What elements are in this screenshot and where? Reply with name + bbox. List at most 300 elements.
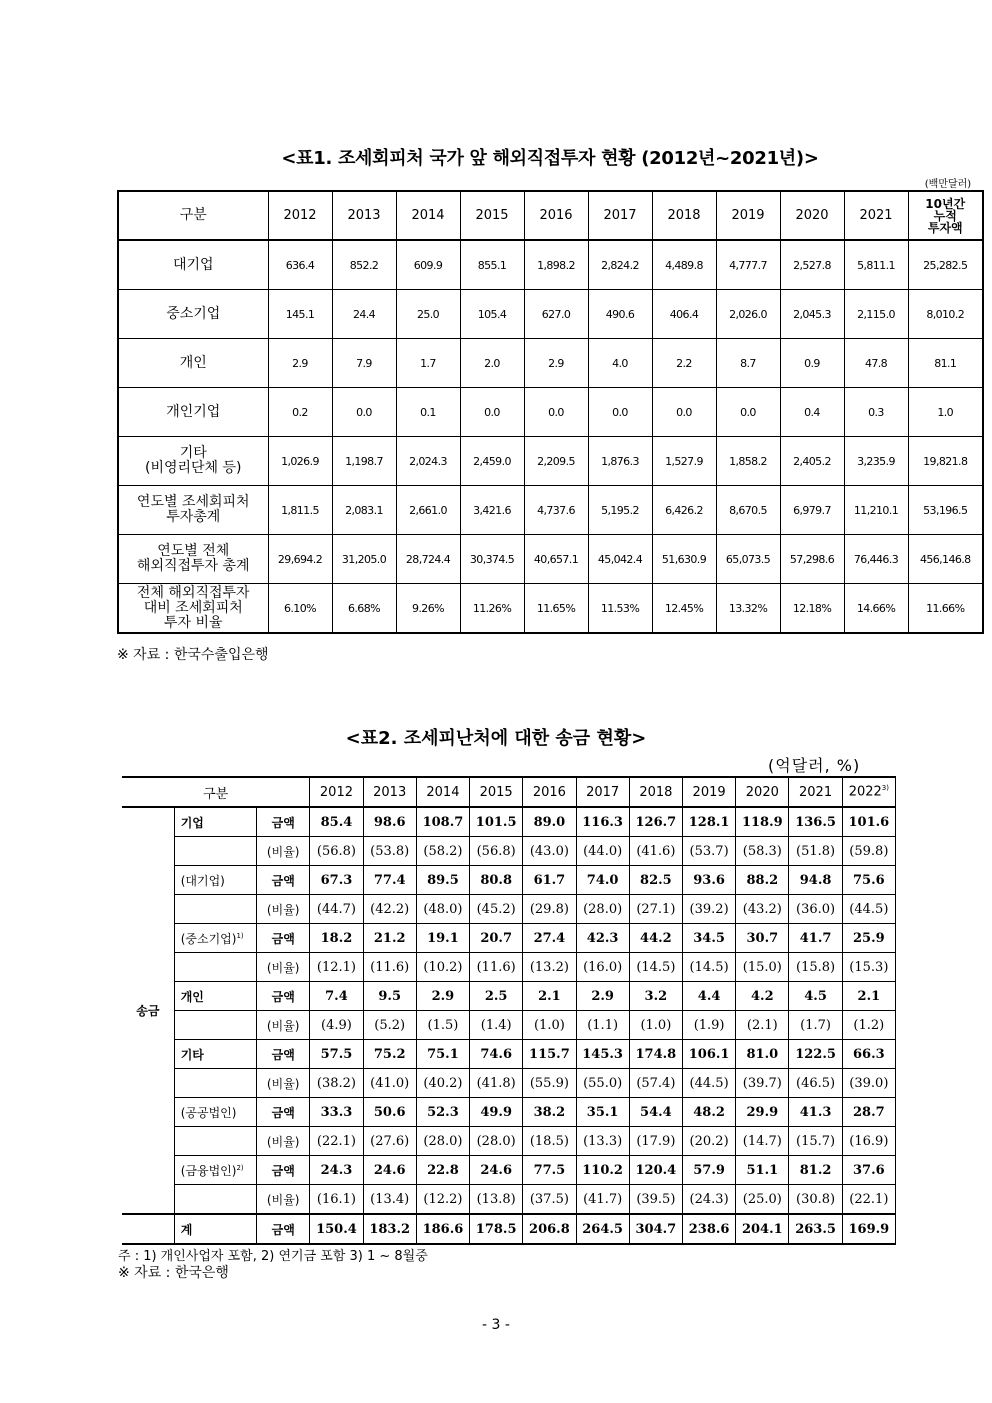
amount-cell: 4.4 [682, 982, 735, 1011]
table1-title: <표1. 조세회피처 국가 앞 해외직접투자 현황 (2012년~2021년)> [281, 148, 819, 169]
amount-cell: 94.8 [789, 866, 842, 895]
ratio-row [122, 895, 896, 924]
total-cell: 263.5 [789, 1214, 842, 1244]
ratio-cell: (44.5) [682, 1069, 735, 1098]
table-row [118, 388, 983, 437]
total-cell: 204.1 [736, 1214, 789, 1244]
amount-cell: 75.6 [842, 866, 895, 895]
ratio-cell: (11.6) [363, 953, 416, 982]
amount-cell: 75.2 [363, 1040, 416, 1069]
amount-cell: 3.2 [629, 982, 682, 1011]
ratio-cell: (55.0) [576, 1069, 629, 1098]
ratio-cell: (53.7) [682, 837, 735, 866]
table-cell: 609.9 [396, 240, 460, 290]
table-cell: 2.0 [460, 339, 524, 388]
amount-cell: 2.5 [470, 982, 523, 1011]
ratio-row [122, 953, 896, 982]
blank-cell [174, 1185, 256, 1215]
table-cell: 9.26% [396, 584, 460, 634]
table-cell: 0.0 [652, 388, 716, 437]
table-cell: 25,282.5 [908, 240, 983, 290]
ratio-cell: (13.8) [470, 1185, 523, 1215]
table-cell: 3,235.9 [844, 437, 908, 486]
table-cell: 1.0 [908, 388, 983, 437]
header-year: 2014 [416, 777, 469, 807]
table-cell: 2.9 [524, 339, 588, 388]
table-cell: 13.32% [716, 584, 780, 634]
ratio-cell: (12.1) [310, 953, 363, 982]
blank-cell [174, 1011, 256, 1040]
ratio-cell: (37.5) [523, 1185, 576, 1215]
amount-cell: 145.3 [576, 1040, 629, 1069]
ratio-cell: (27.6) [363, 1127, 416, 1156]
amount-cell: 2.1 [523, 982, 576, 1011]
ratio-cell: (20.2) [682, 1127, 735, 1156]
ratio-row [122, 1011, 896, 1040]
amount-cell: 30.7 [736, 924, 789, 953]
amount-cell: 120.4 [629, 1156, 682, 1185]
category-label: (금융법인)$^{2)}$ [174, 1156, 256, 1185]
amount-label: 금액 [257, 1214, 310, 1244]
amount-cell: 28.7 [842, 1098, 895, 1127]
table2-note: 주 : 1) 개인사업자 포함, 2) 연기금 포함 3) 1 ~ 8월중 [118, 1249, 428, 1264]
ratio-cell: (56.8) [310, 837, 363, 866]
ratio-cell: (1.1) [576, 1011, 629, 1040]
header-year: 2013 [363, 777, 416, 807]
amount-cell: 29.9 [736, 1098, 789, 1127]
amount-cell: 77.5 [523, 1156, 576, 1185]
total-cell: 169.9 [842, 1214, 895, 1244]
table-cell: 28,724.4 [396, 535, 460, 584]
table-cell: 4,777.7 [716, 240, 780, 290]
header-year: 2014 [396, 191, 460, 240]
amount-cell: 35.1 [576, 1098, 629, 1127]
table-cell: 2,824.2 [588, 240, 652, 290]
amount-cell: 38.2 [523, 1098, 576, 1127]
table1-source: ※ 자료 : 한국수출입은행 [117, 647, 269, 663]
header-year: 2018 [652, 191, 716, 240]
amount-cell: 52.3 [416, 1098, 469, 1127]
total-row [122, 1214, 896, 1244]
table-cell: 855.1 [460, 240, 524, 290]
amount-cell: 25.9 [842, 924, 895, 953]
ratio-cell: (48.0) [416, 895, 469, 924]
table-cell: 31,205.0 [332, 535, 396, 584]
ratio-cell: (22.1) [310, 1127, 363, 1156]
ratio-cell: (13.3) [576, 1127, 629, 1156]
amount-label: 금액 [257, 866, 310, 895]
table-cell: 0.0 [460, 388, 524, 437]
table-row [118, 437, 983, 486]
ratio-cell: (1.5) [416, 1011, 469, 1040]
total-cell: 183.2 [363, 1214, 416, 1244]
header-year: 2022$^{3)}$ [842, 777, 895, 807]
amount-cell: 57.9 [682, 1156, 735, 1185]
ratio-cell: (41.7) [576, 1185, 629, 1215]
header-footnote: 3) [881, 784, 889, 793]
table-cell: 0.3 [844, 388, 908, 437]
header-year: 2019 [716, 191, 780, 240]
table-cell: 1,898.2 [524, 240, 588, 290]
amount-row [122, 1156, 896, 1185]
amount-cell: 50.6 [363, 1098, 416, 1127]
ratio-cell: (59.8) [842, 837, 895, 866]
table2-title: <표2. 조세피난처에 대한 송금 현황> [345, 728, 647, 749]
header-year: 2021 [844, 191, 908, 240]
ratio-cell: (16.0) [576, 953, 629, 982]
ratio-cell: (13.2) [523, 953, 576, 982]
category-footnote: 2) [236, 1163, 244, 1172]
amount-cell: 101.6 [842, 807, 895, 837]
ratio-cell: (17.9) [629, 1127, 682, 1156]
amount-label: 금액 [257, 1040, 310, 1069]
table-cell: 81.1 [908, 339, 983, 388]
total-cell: 238.6 [682, 1214, 735, 1244]
ratio-cell: (1.4) [470, 1011, 523, 1040]
ratio-cell: (18.5) [523, 1127, 576, 1156]
amount-cell: 44.2 [629, 924, 682, 953]
table-cell: 65,073.5 [716, 535, 780, 584]
category-label: (공공법인) [174, 1098, 256, 1127]
row-label: 연도별 조세회피처 투자총계 [118, 486, 268, 535]
ratio-cell: (15.8) [789, 953, 842, 982]
table-cell: 8,670.5 [716, 486, 780, 535]
ratio-cell: (25.0) [736, 1185, 789, 1215]
amount-cell: 136.5 [789, 807, 842, 837]
row-label: 대기업 [118, 240, 268, 290]
header-year: 2020 [736, 777, 789, 807]
ratio-cell: (14.5) [682, 953, 735, 982]
row-label: 기타 (비영리단체 등) [118, 437, 268, 486]
amount-cell: 27.4 [523, 924, 576, 953]
table-cell: 11,210.1 [844, 486, 908, 535]
header-year: 2012 [310, 777, 363, 807]
row-label: 중소기업 [118, 290, 268, 339]
table-cell: 0.2 [268, 388, 332, 437]
blank-cell [174, 895, 256, 924]
amount-cell: 22.8 [416, 1156, 469, 1185]
table-cell: 2,661.0 [396, 486, 460, 535]
amount-cell: 82.5 [629, 866, 682, 895]
ratio-cell: (41.8) [470, 1069, 523, 1098]
amount-cell: 24.3 [310, 1156, 363, 1185]
amount-cell: 89.0 [523, 807, 576, 837]
ratio-cell: (58.2) [416, 837, 469, 866]
amount-cell: 66.3 [842, 1040, 895, 1069]
row-label: 개인기업 [118, 388, 268, 437]
ratio-label: (비율) [257, 837, 310, 866]
amount-cell: 115.7 [523, 1040, 576, 1069]
ratio-cell: (16.1) [310, 1185, 363, 1215]
header-year: 2020 [780, 191, 844, 240]
ratio-label: (비율) [257, 953, 310, 982]
amount-cell: 2.9 [416, 982, 469, 1011]
ratio-cell: (41.6) [629, 837, 682, 866]
header-year: 2017 [576, 777, 629, 807]
ratio-cell: (11.6) [470, 953, 523, 982]
table-cell: 1,858.2 [716, 437, 780, 486]
table-cell: 29,694.2 [268, 535, 332, 584]
amount-cell: 2.1 [842, 982, 895, 1011]
ratio-cell: (28.0) [470, 1127, 523, 1156]
ratio-cell: (46.5) [789, 1069, 842, 1098]
tax-haven-remittance-table [122, 776, 896, 1245]
ratio-cell: (1.7) [789, 1011, 842, 1040]
amount-cell: 88.2 [736, 866, 789, 895]
amount-cell: 81.2 [789, 1156, 842, 1185]
amount-cell: 48.2 [682, 1098, 735, 1127]
header-year: 2018 [629, 777, 682, 807]
amount-cell: 21.2 [363, 924, 416, 953]
header-label: 구분 [122, 777, 310, 807]
table-cell: 2,405.2 [780, 437, 844, 486]
table-cell: 2,459.0 [460, 437, 524, 486]
table-cell: 57,298.6 [780, 535, 844, 584]
header-year: 2012 [268, 191, 332, 240]
table-cell: 4,489.8 [652, 240, 716, 290]
table-cell: 636.4 [268, 240, 332, 290]
table-cell: 5,811.1 [844, 240, 908, 290]
amount-cell: 74.0 [576, 866, 629, 895]
amount-cell: 116.3 [576, 807, 629, 837]
table-cell: 19,821.8 [908, 437, 983, 486]
table-cell: 30,374.5 [460, 535, 524, 584]
page-number: - 3 - [482, 1317, 510, 1333]
amount-cell: 19.1 [416, 924, 469, 953]
ratio-cell: (39.5) [629, 1185, 682, 1215]
ratio-cell: (55.9) [523, 1069, 576, 1098]
total-cell: 186.6 [416, 1214, 469, 1244]
table-cell: 1,198.7 [332, 437, 396, 486]
table-cell: 2,045.3 [780, 290, 844, 339]
table-cell: 2,527.8 [780, 240, 844, 290]
amount-cell: 101.5 [470, 807, 523, 837]
ratio-label: (비율) [257, 1069, 310, 1098]
ratio-cell: (45.2) [470, 895, 523, 924]
ratio-cell: (13.4) [363, 1185, 416, 1215]
amount-row [122, 982, 896, 1011]
table-cell: 4.0 [588, 339, 652, 388]
amount-label: 금액 [257, 982, 310, 1011]
category-footnote: 1) [236, 931, 244, 940]
ratio-cell: (1.0) [629, 1011, 682, 1040]
table-cell: 852.2 [332, 240, 396, 290]
table2-unit: (억달러, %) [768, 756, 861, 775]
table-row [118, 290, 983, 339]
ratio-cell: (42.2) [363, 895, 416, 924]
amount-cell: 24.6 [470, 1156, 523, 1185]
header-year: 2021 [789, 777, 842, 807]
table-cell: 47.8 [844, 339, 908, 388]
amount-cell: 54.4 [629, 1098, 682, 1127]
table-row [118, 535, 983, 584]
table-cell: 0.4 [780, 388, 844, 437]
table-cell: 11.66% [908, 584, 983, 634]
amount-cell: 174.8 [629, 1040, 682, 1069]
ratio-label: (비율) [257, 895, 310, 924]
table-cell: 456,146.8 [908, 535, 983, 584]
table-cell: 0.0 [716, 388, 780, 437]
ratio-cell: (27.1) [629, 895, 682, 924]
table-cell: 11.53% [588, 584, 652, 634]
ratio-cell: (10.2) [416, 953, 469, 982]
table-cell: 0.0 [588, 388, 652, 437]
blank-cell [122, 1214, 174, 1244]
amount-label: 금액 [257, 1156, 310, 1185]
header-year: 2015 [470, 777, 523, 807]
category-label: 기업 [174, 807, 256, 837]
amount-cell: 108.7 [416, 807, 469, 837]
amount-cell: 61.7 [523, 866, 576, 895]
amount-cell: 89.5 [416, 866, 469, 895]
ratio-cell: (1.2) [842, 1011, 895, 1040]
amount-cell: 57.5 [310, 1040, 363, 1069]
amount-row [122, 866, 896, 895]
ratio-cell: (44.7) [310, 895, 363, 924]
ratio-cell: (1.9) [682, 1011, 735, 1040]
amount-cell: 51.1 [736, 1156, 789, 1185]
total-cell: 304.7 [629, 1214, 682, 1244]
table-cell: 2.9 [268, 339, 332, 388]
ratio-label: (비율) [257, 1127, 310, 1156]
table-cell: 627.0 [524, 290, 588, 339]
table-cell: 40,657.1 [524, 535, 588, 584]
table-cell: 8,010.2 [908, 290, 983, 339]
category-label: 개인 [174, 982, 256, 1011]
table-row [118, 486, 983, 535]
amount-cell: 2.9 [576, 982, 629, 1011]
ratio-row [122, 837, 896, 866]
ratio-cell: (4.9) [310, 1011, 363, 1040]
amount-cell: 41.7 [789, 924, 842, 953]
total-cell: 178.5 [470, 1214, 523, 1244]
table-cell: 8.7 [716, 339, 780, 388]
ratio-cell: (40.2) [416, 1069, 469, 1098]
ratio-cell: (14.7) [736, 1127, 789, 1156]
ratio-cell: (53.8) [363, 837, 416, 866]
ratio-cell: (28.0) [576, 895, 629, 924]
amount-cell: 4.5 [789, 982, 842, 1011]
amount-cell: 93.6 [682, 866, 735, 895]
amount-cell: 80.8 [470, 866, 523, 895]
ratio-row [122, 1069, 896, 1098]
ratio-cell: (14.5) [629, 953, 682, 982]
blank-cell [174, 1069, 256, 1098]
ratio-cell: (51.8) [789, 837, 842, 866]
amount-cell: 41.3 [789, 1098, 842, 1127]
table-cell: 2,083.1 [332, 486, 396, 535]
amount-cell: 126.7 [629, 807, 682, 837]
table-cell: 24.4 [332, 290, 396, 339]
table-cell: 12.18% [780, 584, 844, 634]
table-cell: 2,026.0 [716, 290, 780, 339]
ratio-cell: (2.1) [736, 1011, 789, 1040]
ratio-cell: (43.2) [736, 895, 789, 924]
amount-cell: 98.6 [363, 807, 416, 837]
amount-cell: 20.7 [470, 924, 523, 953]
table-cell: 25.0 [396, 290, 460, 339]
table-row [118, 584, 983, 634]
row-label: 개인 [118, 339, 268, 388]
blank-cell [174, 1127, 256, 1156]
table-cell: 5,195.2 [588, 486, 652, 535]
ratio-cell: (15.0) [736, 953, 789, 982]
amount-cell: 37.6 [842, 1156, 895, 1185]
table-cell: 0.1 [396, 388, 460, 437]
group-label: 송금 [122, 807, 174, 1214]
table-cell: 1,811.5 [268, 486, 332, 535]
ratio-cell: (39.0) [842, 1069, 895, 1098]
total-cell: 206.8 [523, 1214, 576, 1244]
amount-cell: 67.3 [310, 866, 363, 895]
amount-label: 금액 [257, 1098, 310, 1127]
amount-cell: 18.2 [310, 924, 363, 953]
table-cell: 14.66% [844, 584, 908, 634]
ratio-cell: (15.7) [789, 1127, 842, 1156]
ratio-label: (비율) [257, 1011, 310, 1040]
amount-cell: 42.3 [576, 924, 629, 953]
table-cell: 406.4 [652, 290, 716, 339]
ratio-cell: (44.5) [842, 895, 895, 924]
amount-cell: 74.6 [470, 1040, 523, 1069]
category-label: (대기업) [174, 866, 256, 895]
table-cell: 1.7 [396, 339, 460, 388]
amount-cell: 106.1 [682, 1040, 735, 1069]
amount-label: 금액 [257, 924, 310, 953]
table-row [118, 240, 983, 290]
amount-cell: 81.0 [736, 1040, 789, 1069]
amount-cell: 110.2 [576, 1156, 629, 1185]
ratio-cell: (39.7) [736, 1069, 789, 1098]
ratio-row [122, 1185, 896, 1215]
table-cell: 0.0 [524, 388, 588, 437]
amount-cell: 85.4 [310, 807, 363, 837]
amount-row [122, 807, 896, 837]
header-year: 2013 [332, 191, 396, 240]
table-cell: 3,421.6 [460, 486, 524, 535]
amount-cell: 7.4 [310, 982, 363, 1011]
header-cumulative: 10년간 누적 투자액 [908, 191, 983, 240]
header-label: 구분 [118, 191, 268, 240]
ratio-label: (비율) [257, 1185, 310, 1215]
table-cell: 2,024.3 [396, 437, 460, 486]
overseas-investment-table [117, 190, 984, 634]
table-cell: 12.45% [652, 584, 716, 634]
table-cell: 0.0 [332, 388, 396, 437]
total-label: 계 [174, 1214, 256, 1244]
ratio-cell: (22.1) [842, 1185, 895, 1215]
table-cell: 2.2 [652, 339, 716, 388]
ratio-cell: (24.3) [682, 1185, 735, 1215]
amount-cell: 122.5 [789, 1040, 842, 1069]
amount-cell: 49.9 [470, 1098, 523, 1127]
amount-cell: 9.5 [363, 982, 416, 1011]
ratio-cell: (28.0) [416, 1127, 469, 1156]
header-year: 2016 [523, 777, 576, 807]
row-label: 연도별 전체 해외직접투자 총계 [118, 535, 268, 584]
ratio-cell: (30.8) [789, 1185, 842, 1215]
table-cell: 45,042.4 [588, 535, 652, 584]
ratio-cell: (58.3) [736, 837, 789, 866]
table-cell: 1,026.9 [268, 437, 332, 486]
amount-cell: 118.9 [736, 807, 789, 837]
table-cell: 11.26% [460, 584, 524, 634]
table-cell: 6.10% [268, 584, 332, 634]
header-year: 2016 [524, 191, 588, 240]
table-cell: 1,527.9 [652, 437, 716, 486]
category-label: 기타 [174, 1040, 256, 1069]
table-cell: 6,426.2 [652, 486, 716, 535]
